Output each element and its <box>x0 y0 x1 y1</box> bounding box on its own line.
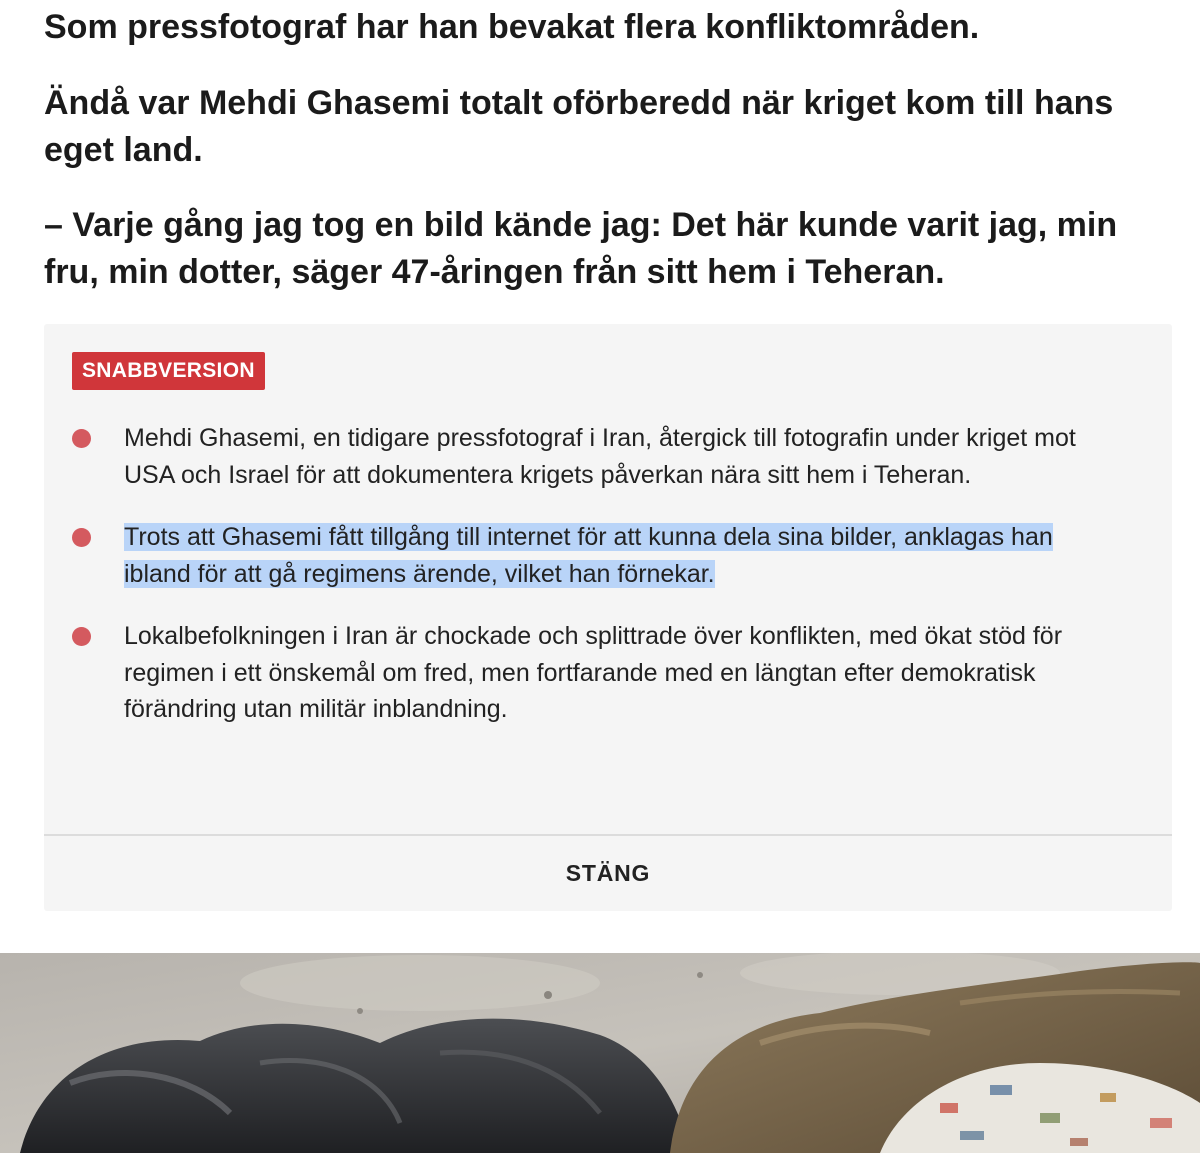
bullet-dot-icon <box>72 429 91 448</box>
article-photo <box>0 953 1200 1153</box>
bullet-dot-icon <box>72 627 91 646</box>
close-summary-button[interactable]: STÄNG <box>44 836 1172 911</box>
lead-paragraph-quote: – Varje gång jag tog en bild kände jag: Det här kunde varit jag, min fru, min dotter, säger 47-åringen från sitt hem i Teheran. <box>44 206 1118 291</box>
summary-item-text-selected[interactable]: Trots att Ghasemi fått tillgång till internet för att kunna dela sina bilder, anklagas han ibland för att gå regimens ärende, vilket han förnekar. <box>124 523 1053 588</box>
summary-item-text: Lokalbefolkningen i Iran är chockade och splittrade över konflikten, med ökat stöd för regimen i ett önskemål om fred, men fortfarande med en längtan efter demokratisk förändring utan militär inblandning. <box>124 622 1063 723</box>
summary-item-highlighted <box>44 519 1172 592</box>
bullet-dot-icon <box>72 528 91 547</box>
quick-summary-box <box>44 324 1172 911</box>
summary-list <box>44 420 1172 728</box>
snabbversion-badge: SNABBVERSION <box>72 352 265 390</box>
summary-item <box>44 618 1172 728</box>
summary-item <box>44 420 1172 493</box>
summary-item-text: Mehdi Ghasemi, en tidigare pressfotograf i Iran, återgick till fotografin under kriget mot USA och Israel för att dokumentera krigets påverkan nära sitt hem i Teheran. <box>124 424 1076 489</box>
article-photo-image <box>0 953 1200 1153</box>
lead-paragraph: Ändå var Mehdi Ghasemi totalt oförberedd när kriget kom till hans eget land. <box>44 84 1114 169</box>
lead-paragraph: Som pressfotograf har han bevakat flera konfliktområden. <box>44 8 980 46</box>
